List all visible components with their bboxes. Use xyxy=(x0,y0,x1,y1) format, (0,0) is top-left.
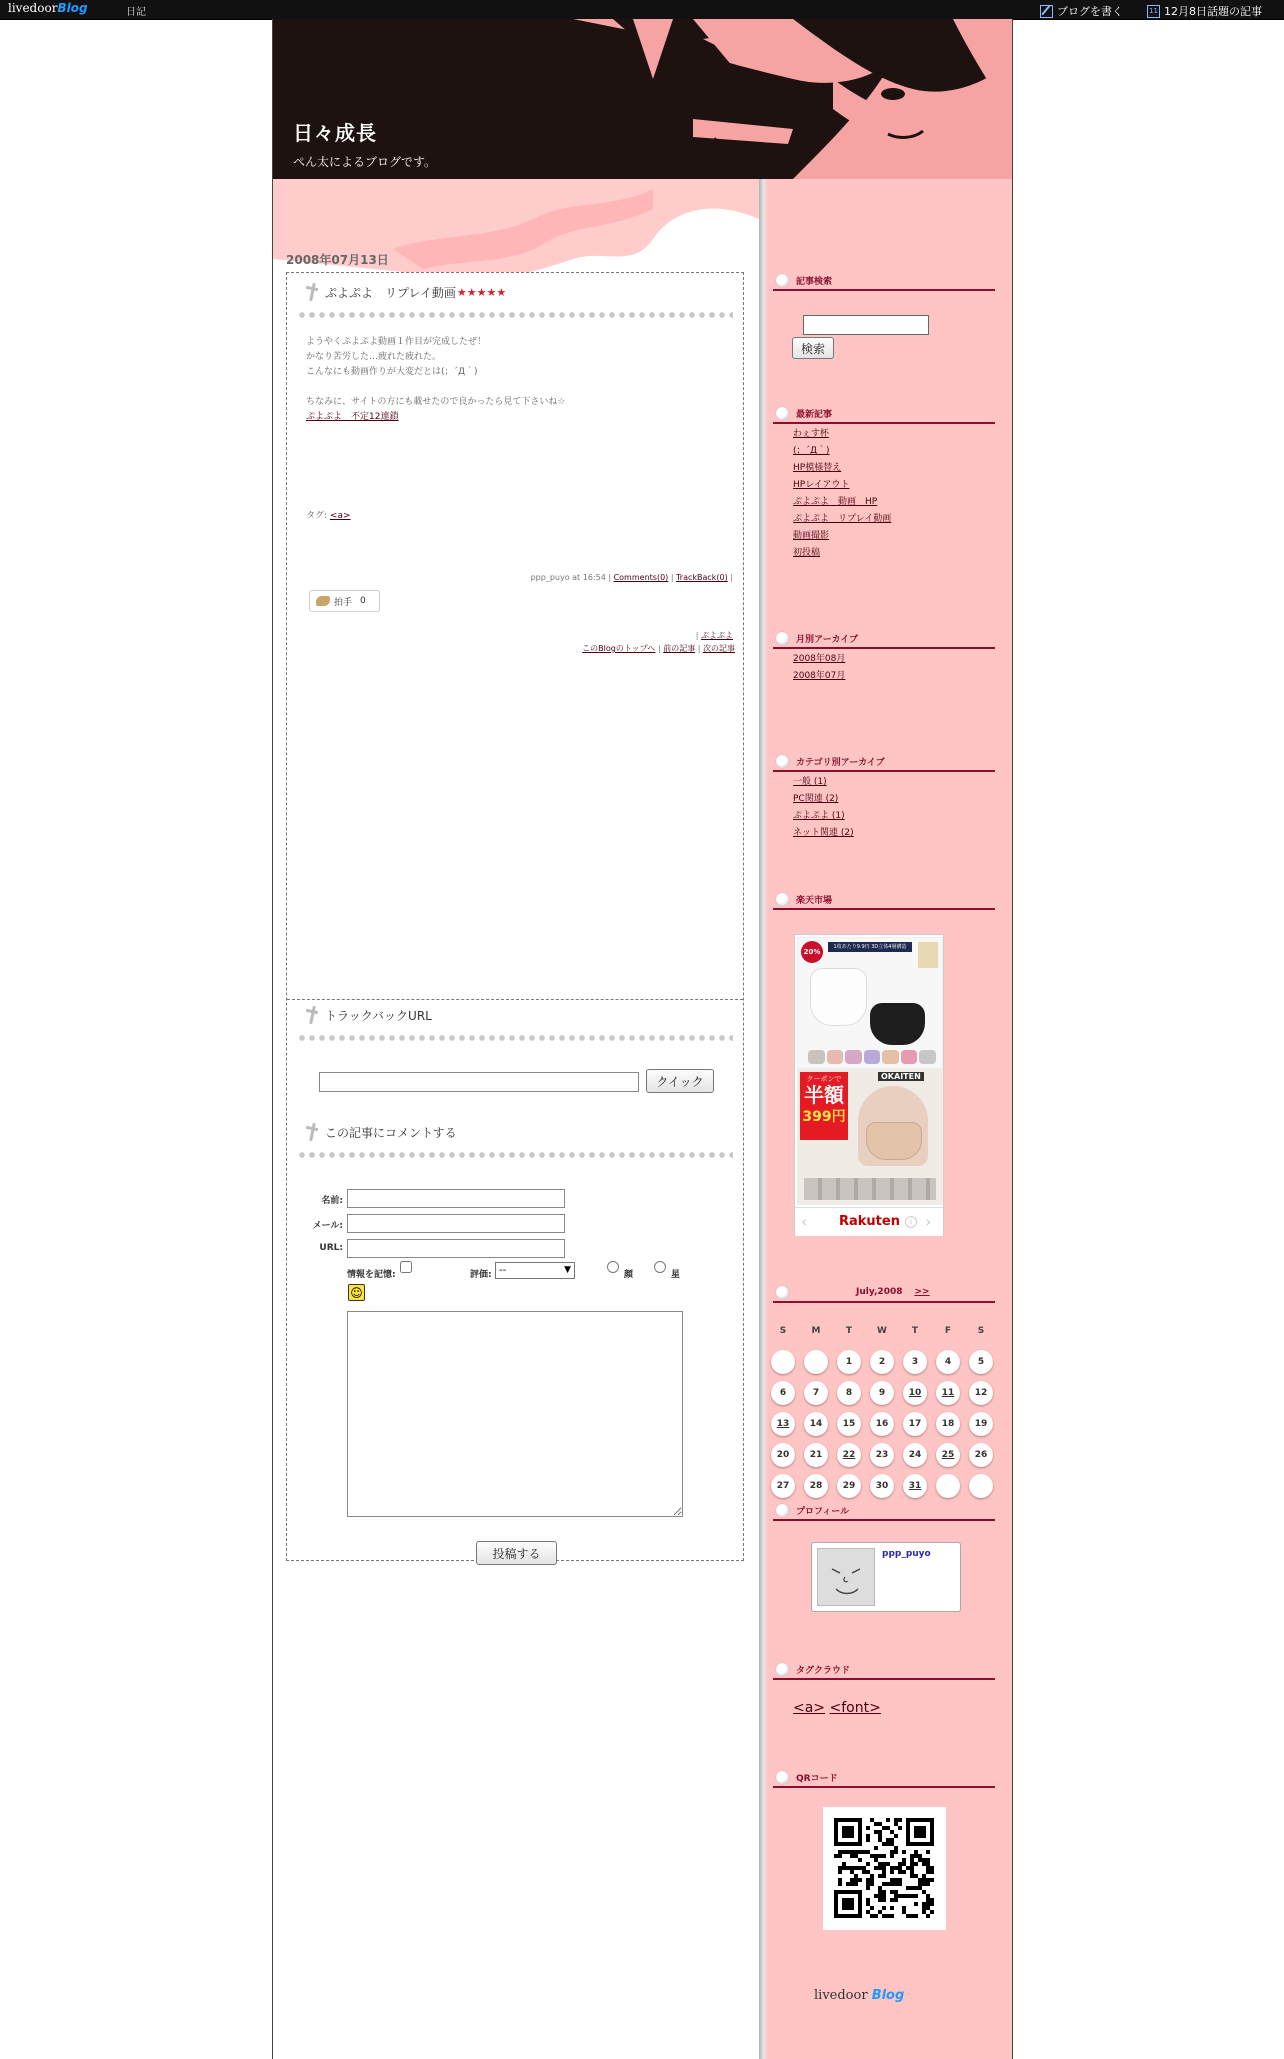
search-heading xyxy=(773,271,995,291)
entry-body xyxy=(306,335,565,425)
category-link[interactable]: ぷよぷよ xyxy=(701,631,733,640)
remember-checkbox[interactable] xyxy=(400,1261,412,1273)
calendar-day: 21 xyxy=(804,1443,828,1467)
calendar-day[interactable]: 31 xyxy=(903,1474,927,1498)
recent-item[interactable]: (；´Д｀) xyxy=(793,446,830,456)
next-entry-link[interactable]: 次の記事 xyxy=(703,644,735,653)
trackback-heading-row xyxy=(305,1006,432,1024)
dotted-divider xyxy=(297,311,733,319)
calendar-day: 26 xyxy=(969,1443,993,1467)
calendar-next-link[interactable]: >> xyxy=(914,1287,930,1297)
entry-box xyxy=(286,272,744,1561)
rating-select[interactable] xyxy=(495,1262,575,1279)
trackback-link[interactable]: TrackBack(0) xyxy=(676,573,728,582)
name-label: 名前: xyxy=(321,1196,343,1206)
ad-mask-sale[interactable] xyxy=(797,1069,943,1205)
body-line: こんなにも動画作りが大変だとは(；´Д｀) xyxy=(306,367,478,377)
trackback-heading: トラックバックURL xyxy=(325,1008,432,1023)
dotted-divider xyxy=(297,1151,733,1159)
sale-block xyxy=(800,1072,848,1140)
tagcloud-heading xyxy=(773,1660,995,1680)
calendar-day: 23 xyxy=(870,1443,894,1467)
recent-item[interactable]: ぷよぷよ リプレイ動画 xyxy=(793,514,892,524)
brand-text: OKAITEN xyxy=(878,1072,924,1081)
calendar-weekday: T xyxy=(911,1326,919,1336)
diary-link[interactable]: 日記 xyxy=(126,7,146,18)
pencil-icon xyxy=(1040,5,1053,18)
body-line xyxy=(306,380,565,395)
sidebar-shadow xyxy=(759,179,767,2059)
recent-heading xyxy=(773,404,995,424)
award-badge xyxy=(918,942,938,968)
recent-item[interactable]: 動画撮影 xyxy=(793,531,830,541)
category-heading xyxy=(773,752,995,772)
calendar-day: 14 xyxy=(804,1412,828,1436)
profile-heading xyxy=(773,1501,995,1521)
rakuten-logo[interactable]: Rakuten xyxy=(839,1214,900,1229)
tagcloud-heading-text: タグクラウド xyxy=(796,1665,851,1676)
prev-entry-link[interactable]: 前の記事 xyxy=(663,644,696,653)
calendar-weekday: S xyxy=(977,1326,985,1336)
calendar-day[interactable]: 10 xyxy=(903,1381,927,1405)
search-input[interactable] xyxy=(803,315,929,335)
monthly-heading xyxy=(773,629,995,649)
sale-big-text: 半額 xyxy=(804,1083,844,1107)
clap-label: 拍手 xyxy=(334,597,353,608)
category-list xyxy=(793,774,854,842)
calendar-weekday: W xyxy=(877,1326,887,1336)
monthly-item[interactable]: 2008年08月 xyxy=(793,654,846,664)
category-item[interactable]: PC関連 (2) xyxy=(793,794,839,804)
calendar-day[interactable]: 25 xyxy=(936,1443,960,1467)
comment-textarea[interactable] xyxy=(347,1311,683,1517)
entry-footer: ppp_puyo at 16:54 | Comments(0) | TrackBack(0) | xyxy=(530,573,733,582)
logo-text: livedoor xyxy=(8,1,58,15)
calendar-day: 9 xyxy=(870,1381,894,1405)
livedoor-blog-footer-logo[interactable] xyxy=(814,1988,904,2003)
calendar-day: 18 xyxy=(936,1412,960,1436)
mail-input[interactable] xyxy=(347,1214,565,1233)
sidebar xyxy=(759,179,1012,2059)
sale-price-text: 399円 xyxy=(802,1109,846,1125)
tagcloud-item[interactable]: <font> xyxy=(829,1700,881,1716)
calendar-weekday: M xyxy=(811,1326,821,1336)
bullet-icon xyxy=(776,274,789,287)
smiley-icon[interactable]: ☺ xyxy=(348,1284,365,1301)
radio-star-label: 星 xyxy=(671,1270,681,1280)
bullet-icon xyxy=(776,893,789,906)
footer-logo-text: livedoor xyxy=(814,1988,868,2003)
category-row: | ぷよぷよ xyxy=(695,631,733,640)
calendar-weekday: S xyxy=(779,1326,787,1336)
calendar-day: 15 xyxy=(837,1412,861,1436)
url-label: URL: xyxy=(319,1243,343,1253)
monthly-item[interactable]: 2008年07月 xyxy=(793,671,846,681)
qr-heading xyxy=(773,1768,995,1788)
write-blog-label: ブログを書く xyxy=(1057,5,1123,18)
calendar-day: 24 xyxy=(903,1443,927,1467)
submit-comment-button[interactable]: 投稿する xyxy=(476,1541,557,1565)
chevron-left-icon[interactable]: ‹ xyxy=(801,1212,808,1231)
comments-link[interactable]: Comments(0) xyxy=(613,573,669,582)
cross-icon xyxy=(305,283,319,301)
color-swatches xyxy=(808,1050,936,1064)
calendar-day[interactable]: 22 xyxy=(837,1443,861,1467)
recent-list xyxy=(793,426,891,562)
recent-heading-text: 最新記事 xyxy=(796,409,833,420)
dotted-divider xyxy=(297,1034,733,1042)
calendar-day: 28 xyxy=(804,1474,828,1498)
trackback-url-input[interactable] xyxy=(319,1072,639,1092)
bullet-icon xyxy=(776,407,789,420)
calendar-month: July,2008 xyxy=(856,1287,903,1297)
calendar-day[interactable]: 11 xyxy=(936,1381,960,1405)
body-line: かなり苦労した…疲れた疲れた。 xyxy=(306,352,442,362)
recent-item[interactable]: ぷよぷよ 動画 HP xyxy=(793,497,878,507)
bullet-icon xyxy=(776,1504,789,1517)
section-divider xyxy=(287,999,743,1000)
rating-label: 評価: xyxy=(470,1270,492,1280)
sale-corner-text: クーポンで xyxy=(806,1075,842,1083)
calendar-weekday: T xyxy=(845,1326,853,1336)
recent-item[interactable]: わぇす杯 xyxy=(793,429,829,439)
livedoor-blog-logo[interactable] xyxy=(8,1,88,18)
tag-row xyxy=(306,509,351,524)
clap-button[interactable] xyxy=(309,590,380,612)
category-item[interactable]: ネット関連 (2) xyxy=(793,828,854,838)
calendar-empty-day xyxy=(771,1350,795,1374)
body-line: ようやくぷよぷよ動画１作目が完成したぜ！ xyxy=(306,337,487,347)
black-mask xyxy=(870,1003,925,1045)
monthly-heading-text: 月別アーカイブ xyxy=(796,634,859,645)
calendar-day: 4 xyxy=(936,1350,960,1374)
rakuten-heading xyxy=(773,890,995,910)
clap-hand-icon xyxy=(316,596,330,606)
radio-star[interactable] xyxy=(654,1261,666,1273)
clap-count: 0 xyxy=(360,596,366,606)
ad-banner-text: 1枚あたり9.9円 3D立体4層構造 xyxy=(828,942,912,952)
rating-select-value: -- xyxy=(499,1265,507,1276)
calendar-day: 3 xyxy=(903,1350,927,1374)
profile-name[interactable]: ppp_puyo xyxy=(882,1549,931,1559)
comment-heading-row xyxy=(305,1123,457,1141)
blog-title[interactable]: 日々成長 xyxy=(293,121,377,145)
calendar-empty-day xyxy=(969,1474,993,1498)
write-blog-link[interactable] xyxy=(1040,3,1123,19)
qr-code-image xyxy=(823,1807,946,1930)
bullet-icon xyxy=(776,632,789,645)
top-bar xyxy=(0,0,1284,20)
topic-articles-link[interactable] xyxy=(1147,3,1262,19)
bullet-icon xyxy=(776,1771,789,1784)
qr-heading-text: QRコード xyxy=(796,1773,838,1784)
calendar-empty-day xyxy=(804,1350,828,1374)
discount-badge: 20% xyxy=(801,941,823,963)
calendar-day: 7 xyxy=(804,1381,828,1405)
category-item[interactable]: 一般 (1) xyxy=(793,777,827,787)
entry-date: 2008年07月13日 xyxy=(286,253,389,267)
calendar-day: 1 xyxy=(837,1350,861,1374)
avatar-face-icon xyxy=(818,1549,874,1605)
calendar-icon xyxy=(1147,5,1160,18)
logo-blog-text: Blog xyxy=(57,1,88,15)
calendar-day: 29 xyxy=(837,1474,861,1498)
tag-link[interactable]: <a> xyxy=(329,511,351,521)
calendar-day: 20 xyxy=(771,1443,795,1467)
bullet-icon xyxy=(776,1663,789,1676)
remember-label: 情報を記憶: xyxy=(347,1270,396,1280)
calendar-day: 5 xyxy=(969,1350,993,1374)
recent-item[interactable]: 初投稿 xyxy=(793,548,821,558)
bullet-icon xyxy=(776,1286,789,1299)
profile-heading-text: プロフィール xyxy=(796,1506,850,1517)
url-input[interactable] xyxy=(347,1239,565,1258)
cross-icon xyxy=(305,1006,319,1024)
bullet-icon xyxy=(776,755,789,768)
white-mask xyxy=(810,968,867,1026)
topic-articles-label: 12月8日話題の記事 xyxy=(1164,5,1262,18)
calendar-day: 19 xyxy=(969,1412,993,1436)
rakuten-widget xyxy=(794,934,944,1236)
calendar-day: 8 xyxy=(837,1381,861,1405)
category-item[interactable]: ぷよぷよ (1) xyxy=(793,811,845,821)
model-mask xyxy=(866,1122,922,1160)
search-button[interactable]: 検索 xyxy=(792,337,834,359)
mask-stack xyxy=(804,1178,936,1200)
calendar-heading xyxy=(773,1283,995,1303)
calendar-day[interactable]: 13 xyxy=(771,1412,795,1436)
radio-face[interactable] xyxy=(607,1261,619,1273)
search-heading-text: 記事検索 xyxy=(796,276,833,287)
calendar-day: 2 xyxy=(870,1350,894,1374)
calendar-day: 27 xyxy=(771,1474,795,1498)
rakuten-heading-text: 楽天市場 xyxy=(796,895,833,906)
calendar-day: 30 xyxy=(870,1474,894,1498)
entry-author: ppp_puyo at 16:54 xyxy=(530,573,606,582)
avatar[interactable] xyxy=(817,1548,875,1606)
blog-top-link[interactable]: このBlogのトップへ xyxy=(582,644,656,653)
calendar-day: 6 xyxy=(771,1381,795,1405)
calendar-weekday: F xyxy=(944,1326,952,1336)
page-frame xyxy=(272,19,1013,2059)
blog-header xyxy=(273,19,1012,179)
rakuten-footer xyxy=(795,1207,943,1236)
monthly-list xyxy=(793,651,845,685)
recent-item[interactable]: HPレイアウト xyxy=(793,480,850,490)
blog-description: ぺん太によるブログです。 xyxy=(293,155,437,169)
name-input[interactable] xyxy=(347,1189,565,1208)
body-line: ちなみに、サイトの方にも載せたので良かったら見て下さいね☆ xyxy=(306,397,566,407)
calendar-day: 16 xyxy=(870,1412,894,1436)
body-link[interactable]: ぷよぷよ 不定12連鎖 xyxy=(306,412,399,422)
chevron-right-icon[interactable]: › xyxy=(925,1212,932,1231)
profile-card xyxy=(811,1542,961,1612)
calendar-day: 17 xyxy=(903,1412,927,1436)
tag-label: タグ: xyxy=(306,511,328,521)
entry-title[interactable]: ぷよぷよ リプレイ動画 xyxy=(325,285,456,300)
footer-logo-blog: Blog xyxy=(871,1988,905,2003)
mail-label: メール: xyxy=(312,1221,343,1231)
recent-item[interactable]: HP模様替え xyxy=(793,463,842,473)
tag-cloud xyxy=(793,1700,881,1716)
calendar-day: 12 xyxy=(969,1381,993,1405)
ad-mask-product[interactable] xyxy=(797,937,943,1069)
entry-title-row xyxy=(305,283,506,301)
trackback-quick-button[interactable]: クイック xyxy=(646,1069,714,1093)
radio-face-label: 顔 xyxy=(624,1270,634,1280)
info-icon[interactable]: i xyxy=(905,1216,917,1228)
category-heading-text: カテゴリ別アーカイブ xyxy=(796,757,885,768)
tagcloud-item[interactable]: <a> xyxy=(793,1700,826,1716)
calendar-empty-day xyxy=(936,1474,960,1498)
chevron-down-icon: ▼ xyxy=(564,1265,571,1275)
qr-code xyxy=(823,1807,946,1930)
comment-heading: この記事にコメントする xyxy=(325,1125,457,1140)
entry-navigation: このBlogのトップへ | 前の記事 | 次の記事 xyxy=(582,644,735,653)
rating-stars: ★★★★★ xyxy=(456,285,507,299)
cross-icon xyxy=(305,1123,319,1141)
